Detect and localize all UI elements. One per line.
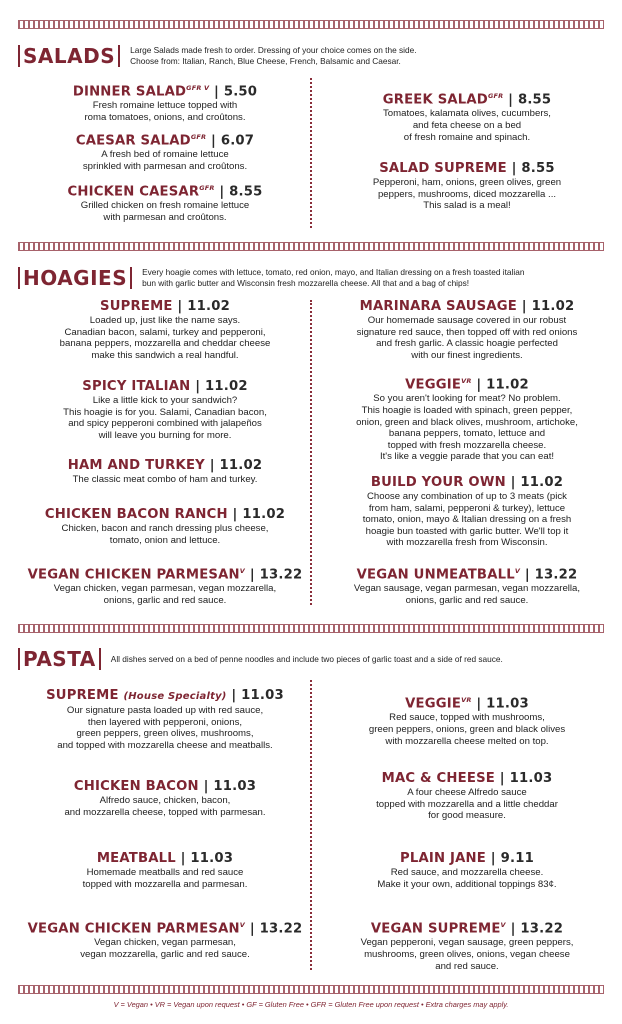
- menu-item-price: | 13.22: [249, 567, 303, 583]
- menu-item-name: VEGAN CHICKEN PARMESAN: [27, 921, 240, 937]
- menu-item-heading: [322, 770, 612, 787]
- menu-item-heading: [20, 850, 310, 867]
- menu-item-price: | 11.02: [510, 475, 564, 490]
- menu-item-diet-tag: V: [239, 921, 246, 929]
- menu-item-description: Our homemade sausage covered in our robust signature red sauce, then topped off with red onions and fresh garlic. A classic hoagie perfected with our finest ingredients.: [356, 315, 578, 361]
- menu-item-price: | 8.55: [508, 92, 552, 108]
- bottom-rule: [18, 985, 604, 994]
- menu-item-name: SUPREME: [46, 688, 119, 703]
- menu-item-name: GREEK SALAD: [382, 92, 488, 108]
- pasta-title: PASTA: [18, 648, 101, 670]
- menu-item-price: | 11.02: [195, 379, 248, 394]
- menu-item-diet-tag: GFR: [190, 133, 207, 141]
- menu-item-name: VEGGIE: [405, 377, 462, 393]
- menu-item-name: VEGAN UNMEATBALL: [356, 567, 515, 583]
- menu-item-price: | 11.03: [180, 851, 234, 866]
- menu-item-name: MEATBALL: [96, 851, 176, 866]
- menu-item-diet-tag: GFR: [487, 92, 504, 100]
- menu-item-price: | 13.22: [524, 567, 578, 583]
- salads-title: SALADS: [18, 45, 120, 67]
- menu-item-price: | 9.11: [490, 851, 534, 866]
- pasta-right-column: [322, 0, 612, 980]
- menu-item-name: MAC & CHEESE: [381, 771, 495, 786]
- menu-item-price: | 11.02: [476, 377, 529, 393]
- pasta-divider: [310, 680, 312, 970]
- hoagies-description: Every hoagie comes with lettuce, tomato, red onion, mayo, and Italian dressing on a fresh toasted italian bun with garlic butter and Wisconsin fresh mozzarella cheese. All that and a bag of chips!: [142, 267, 525, 288]
- menu-item-description: Vegan pepperoni, vegan sausage, green peppers, mushrooms, green olives, onions, vegan cheese and red sauce.: [360, 937, 574, 972]
- menu-item-description: Homemade meatballs and red sauce topped with mozzarella and parmesan.: [82, 867, 248, 890]
- legend-footer: V = Vegan • VR = Vegan upon request • GF = Gluten Free • GFR = Gluten Free upon request • Extra charges may apply.: [113, 1000, 509, 1009]
- menu-item-description: Like a little kick to your sandwich? This hoagie is for you. Salami, Canadian bacon, and spicy pepperoni combined with jalapeños will leave you burning for more.: [63, 395, 267, 441]
- menu-item-diet-tag: GFR: [199, 184, 215, 192]
- menu-item: [20, 687, 310, 751]
- menu-item: [322, 917, 612, 972]
- menu-item-price: | 11.03: [476, 696, 529, 712]
- menu-item-description: The classic meat combo of ham and turkey.: [72, 474, 258, 485]
- menu-item-description: Red sauce, topped with mushrooms, green peppers, onions, green and black olives with mozzarella cheese melted on top.: [368, 712, 566, 747]
- menu-item: [20, 850, 310, 890]
- menu-item-heading: [322, 692, 612, 712]
- menu-item-name: BUILD YOUR OWN: [370, 475, 506, 490]
- menu-item-diet-tag: GFR V: [186, 84, 210, 92]
- menu-item-price: | 11.02: [177, 299, 230, 314]
- menu-item-description: Fresh romaine lettuce topped with roma tomatoes, onions, and croûtons.: [84, 100, 246, 123]
- menu-item-diet-tag: V: [239, 567, 246, 575]
- menu-item-description: Vegan chicken, vegan parmesan, vegan mozzarella, garlic and red sauce.: [80, 937, 250, 960]
- menu-item-price: | 8.55: [511, 161, 555, 176]
- menu-item-name: SPICY ITALIAN: [82, 379, 191, 394]
- menu-item-description: Pepperoni, ham, onions, green olives, green peppers, mushrooms, diced mozzarella ... This salad is a meal!: [372, 177, 562, 212]
- hoagies-divider: [310, 300, 312, 605]
- menu-item-diet-tag: VR: [461, 696, 472, 704]
- menu-item-heading: [20, 917, 310, 937]
- menu-item-name: VEGAN CHICKEN PARMESAN: [27, 567, 240, 583]
- menu-item-description: Tomatoes, kalamata olives, cucumbers, and feta cheese on a bed of fresh romaine and spinach.: [383, 108, 551, 143]
- menu-item: [322, 850, 612, 890]
- menu-item: [322, 770, 612, 822]
- menu-item: [20, 778, 310, 818]
- menu-item-description: Choose any combination of up to 3 meats (pick from ham, salami, pepperoni & turkey), lettuce tomato, onion, mayo & Italian dressing on a fresh hoagie bun toasted with garlic butter. We'll top it with mozzarella fresh from Wisconsin.: [362, 491, 572, 549]
- menu-item-name: CHICKEN CAESAR: [67, 184, 200, 200]
- hoagies-title: HOAGIES: [18, 267, 132, 289]
- menu-item-description: A fresh bed of romaine lettuce sprinkled with parmesan and croûtons.: [82, 149, 248, 172]
- menu-item-heading: [322, 850, 612, 867]
- menu-item-special: (House Specialty): [123, 691, 227, 702]
- menu-item-description: Our signature pasta loaded up with red sauce, then layered with pepperoni, onions, green peppers, green olives, mushrooms, and topped with mozzarella cheese and meatballs.: [57, 705, 273, 751]
- menu-item-name: DINNER SALAD: [72, 84, 187, 100]
- menu-item-price: | 11.03: [231, 688, 284, 703]
- menu-item-price: | 11.03: [499, 771, 553, 786]
- menu-item-price: | 13.22: [249, 921, 303, 937]
- menu-item-description: A four cheese Alfredo sauce topped with mozzarella and a little cheddar for good measure.: [376, 787, 558, 822]
- menu-item-description: So you aren't looking for meat? No problem. This hoagie is loaded with spinach, green pepper, onion, green and black olives, mushroom, artichoke, banana peppers, tomato, lettuce and topped with fresh mozzarella cheese. It's like a veggie parade that you can eat!: [356, 393, 578, 463]
- menu-item-name: SUPREME: [100, 299, 173, 314]
- pasta-left-column: [20, 0, 310, 980]
- menu-item-description: Vegan chicken, vegan parmesan, vegan mozzarella, onions, garlic and red sauce.: [53, 583, 277, 606]
- menu-item-heading: [20, 778, 310, 795]
- menu-item-price: | 11.03: [203, 779, 257, 794]
- menu-item-price: | 11.02: [232, 507, 286, 522]
- menu-item-name: VEGAN SUPREME: [370, 921, 501, 937]
- menu-item-name: VEGGIE: [405, 696, 462, 712]
- pasta-description: All dishes served on a bed of penne noodles and include two pieces of garlic toast and a side of red sauce.: [110, 653, 503, 664]
- menu-item-name: HAM AND TURKEY: [67, 458, 205, 473]
- menu-item-price: | 11.02: [209, 458, 263, 473]
- salads-description: Large Salads made fresh to order. Dressing of your choice comes on the side. Choose from: Italian, Ranch, Blue Cheese, French, Balsamic and Caesar.: [130, 45, 417, 66]
- menu-item-name: CHICKEN BACON: [73, 779, 199, 794]
- menu-item: [322, 692, 612, 747]
- menu-item-description: Chicken, bacon and ranch dressing plus cheese, tomato, onion and lettuce.: [61, 523, 269, 546]
- menu-item-description: Red sauce, and mozzarella cheese. Make it your own, additional toppings 83¢.: [377, 867, 557, 890]
- menu-item-diet-tag: V: [500, 921, 506, 929]
- salads-divider: [310, 78, 312, 228]
- menu-item-description: Loaded up, just like the name says. Canadian bacon, salami, turkey and pepperoni, banana peppers, mozzarella and cheddar cheese make this sandwich a real handful.: [59, 315, 271, 361]
- menu-item-heading: [322, 917, 612, 937]
- menu-item-diet-tag: V: [514, 567, 521, 575]
- menu-item-name: CAESAR SALAD: [75, 133, 191, 149]
- menu-item-price: | 11.02: [521, 299, 575, 314]
- menu-item-name: CHICKEN BACON RANCH: [44, 507, 228, 522]
- menu-item-name: PLAIN JANE: [400, 851, 486, 866]
- menu-item-description: Grilled chicken on fresh romaine lettuce with parmesan and croûtons.: [80, 200, 250, 223]
- menu-item: [20, 917, 310, 961]
- menu-item-diet-tag: VR: [461, 377, 472, 385]
- menu-item-price: | 8.55: [219, 184, 263, 200]
- menu-item-name: SALAD SUPREME: [379, 161, 507, 176]
- menu-item-price: | 13.22: [510, 921, 564, 937]
- menu-item-price: | 6.07: [211, 133, 255, 149]
- menu-item-name: MARINARA SAUSAGE: [359, 299, 517, 314]
- menu-item-description: Vegan sausage, vegan parmesan, vegan mozzarella, onions, garlic and red sauce.: [353, 583, 581, 606]
- menu-item-price: | 5.50: [214, 84, 258, 100]
- menu-item-heading: [20, 687, 310, 705]
- menu-item-description: Alfredo sauce, chicken, bacon, and mozzarella cheese, topped with parmesan.: [64, 795, 266, 818]
